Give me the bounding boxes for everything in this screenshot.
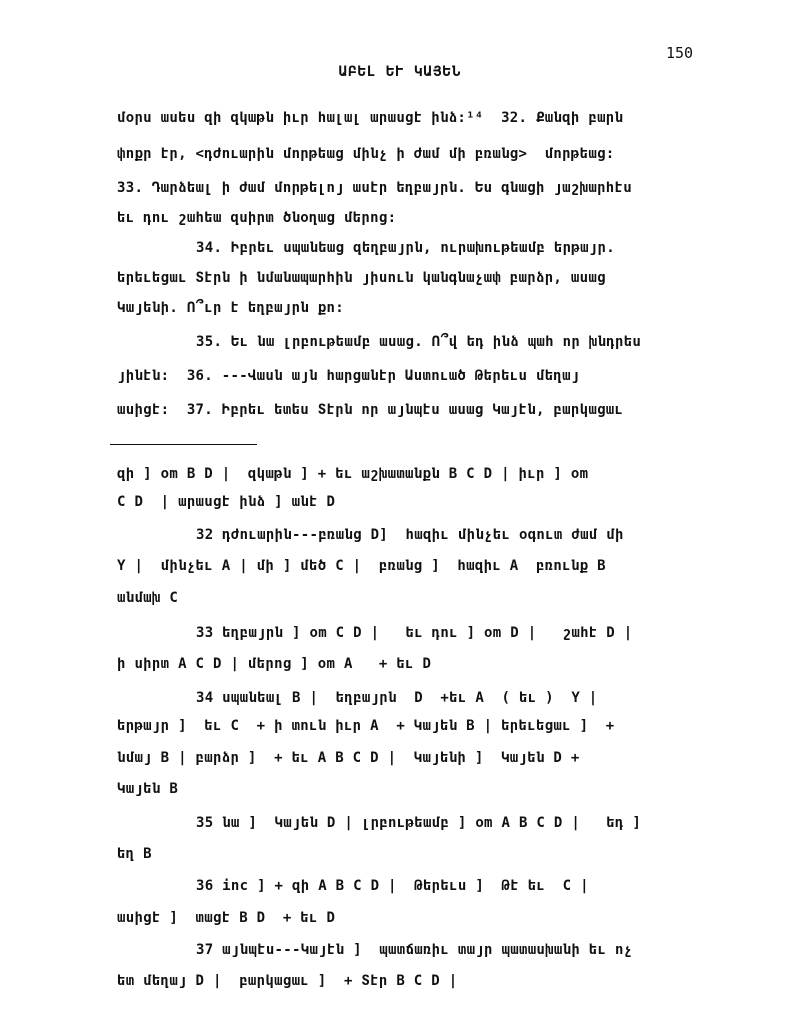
page-number: 150: [666, 44, 694, 62]
text-line: ասիցէ։ 37. Իբրեւ ետես Տէրն որ այնպէս ասաց Կայէն, բարկացաւ: [117, 402, 624, 418]
text-line: 35. Եւ նա լրբութեամբ ասաց. Ո՞վ եդ ինձ պահ որ խնդրես: [196, 334, 642, 350]
note-line: զի ] om B D | զկաթն ] + եւ աշխատանքն B C D | իւր ] om: [117, 466, 589, 482]
note-line: նմայ B | բարձր ] + եւ A B C D | Կայենի ] Կայեն D +: [117, 750, 580, 766]
text-line: եւ դու շահեա զսիրտ ծնօղաց մերոց։: [117, 210, 397, 226]
note-line: երթայր ] եւ C + ի տուն իւր A + Կայեն B | երեւեցաւ ] +: [117, 718, 615, 734]
text-line: Կայենի. Ո՞ւր է եղբայրն քո։: [117, 300, 344, 316]
text-line: փոքր էր, <դժուարին մորթեաց մինչ ի ժամ մի բռանց> մորթեաց։: [117, 146, 615, 162]
note-line: 33 եղբայրն ] om C D | եւ դու ] om D | շահէ D |: [196, 625, 633, 641]
note-line: C D | արասցէ ինձ ] անէ D: [117, 494, 336, 510]
text-line: 33. Դարձեալ ի ժամ մորթելոյ ասէր եղբայրն. Ես գնացի յաշխարհէս: [117, 180, 632, 196]
note-line: ի սիրտ A C D | մերոց ] om A + եւ D: [117, 656, 432, 672]
note-line: Y | մինչեւ A | մի ] մեծ C | բռանց ] հազիւ A բռունք B: [117, 558, 606, 574]
note-line: Կայեն B: [117, 781, 179, 797]
note-line: 36 inc ] + զի A B C D | Թերեւս ] Թէ եւ C |: [196, 878, 589, 894]
text-line: մօրս ասես զի զկաթն իւր հալալ արասցէ ինձ։¹⁴ 32. Քանզի բարն: [117, 110, 624, 126]
footnote-divider: [110, 444, 257, 445]
running-title: ԱԲԵԼ ԵՒ ԿԱՅԵՆ: [338, 64, 462, 80]
note-line: ետ մեղայ D | բարկացաւ ] + Տէր B C D |: [117, 973, 458, 989]
note-line: անմախ C: [117, 590, 179, 606]
note-line: եղ B: [117, 846, 152, 862]
text-line: երեւեցաւ Տէրն ի նմանապարհին յիսուն կանգնաչափ բարձր, ասաց: [117, 270, 606, 286]
note-line: ասիցէ ] տացէ B D + եւ D: [117, 910, 336, 926]
text-line: 34. Իբրեւ սպանեաց զեղբայրն, ուրախութեամբ երթայր.: [196, 240, 615, 256]
note-line: 34 սպանեալ B | եղբայրն D +եւ A ( եւ ) Y |: [196, 690, 598, 706]
note-line: 35 նա ] Կայեն D | լրբութեամբ ] om A B C D | եդ ]: [196, 815, 642, 831]
note-line: 32 դժուարին---բռանց D] հազիւ մինչեւ օգուտ ժամ մի: [196, 527, 624, 543]
note-line: 37 այնպէս---Կայէն ] պատճառիւ տայր պատասխանի եւ ոչ: [196, 942, 633, 958]
text-line: յինէն։ 36. ---Վասն այն հարցանէր Աստուած Թերեւս մեղայ: [117, 368, 580, 384]
